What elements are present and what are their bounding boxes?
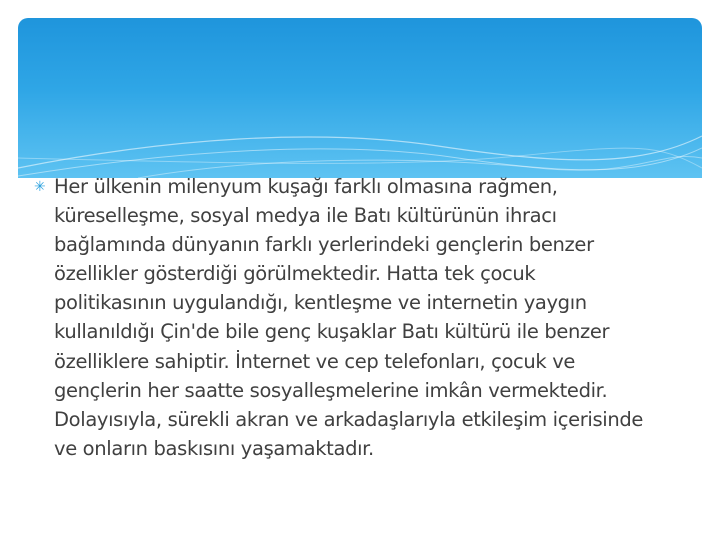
header-band [18,18,702,178]
paragraph-line: gençlerin her saatte sosyalleşmelerine imkân vermektedir. [54,378,608,402]
paragraph-line: kullanıldığı Çin'de bile genç kuşaklar Batı kültürü ile benzer [54,320,610,344]
paragraph-line: ve onların baskısını yaşamaktadır. [54,436,374,460]
asterisk-bullet-icon: ✳ [34,179,46,195]
paragraph-line: Her ülkenin milenyum kuşağı farklı olmasına rağmen, [54,175,558,198]
paragraph-line: politikasının uygulandığı, kentleşme ve internetin yaygın [54,291,587,315]
paragraph-line: küreselleşme, sosyal medya ile Batı kültürünün ihracı [54,204,557,228]
paragraph-line: bağlamında dünyanın farklı yerlerindeki gençlerin benzer [54,233,594,257]
content-body [34,172,684,463]
bullet-paragraph [54,172,643,463]
paragraph-line: özellikler gösterdiği görülmektedir. Hatta tek çocuk [54,262,536,286]
bullet-item [34,172,684,463]
paragraph-line: özelliklere sahiptir. İnternet ve cep telefonları, çocuk ve [54,349,576,373]
paragraph-line: Dolayısıyla, sürekli akran ve arkadaşlarıyla etkileşim içerisinde [54,407,644,431]
decorative-waves [18,18,702,178]
